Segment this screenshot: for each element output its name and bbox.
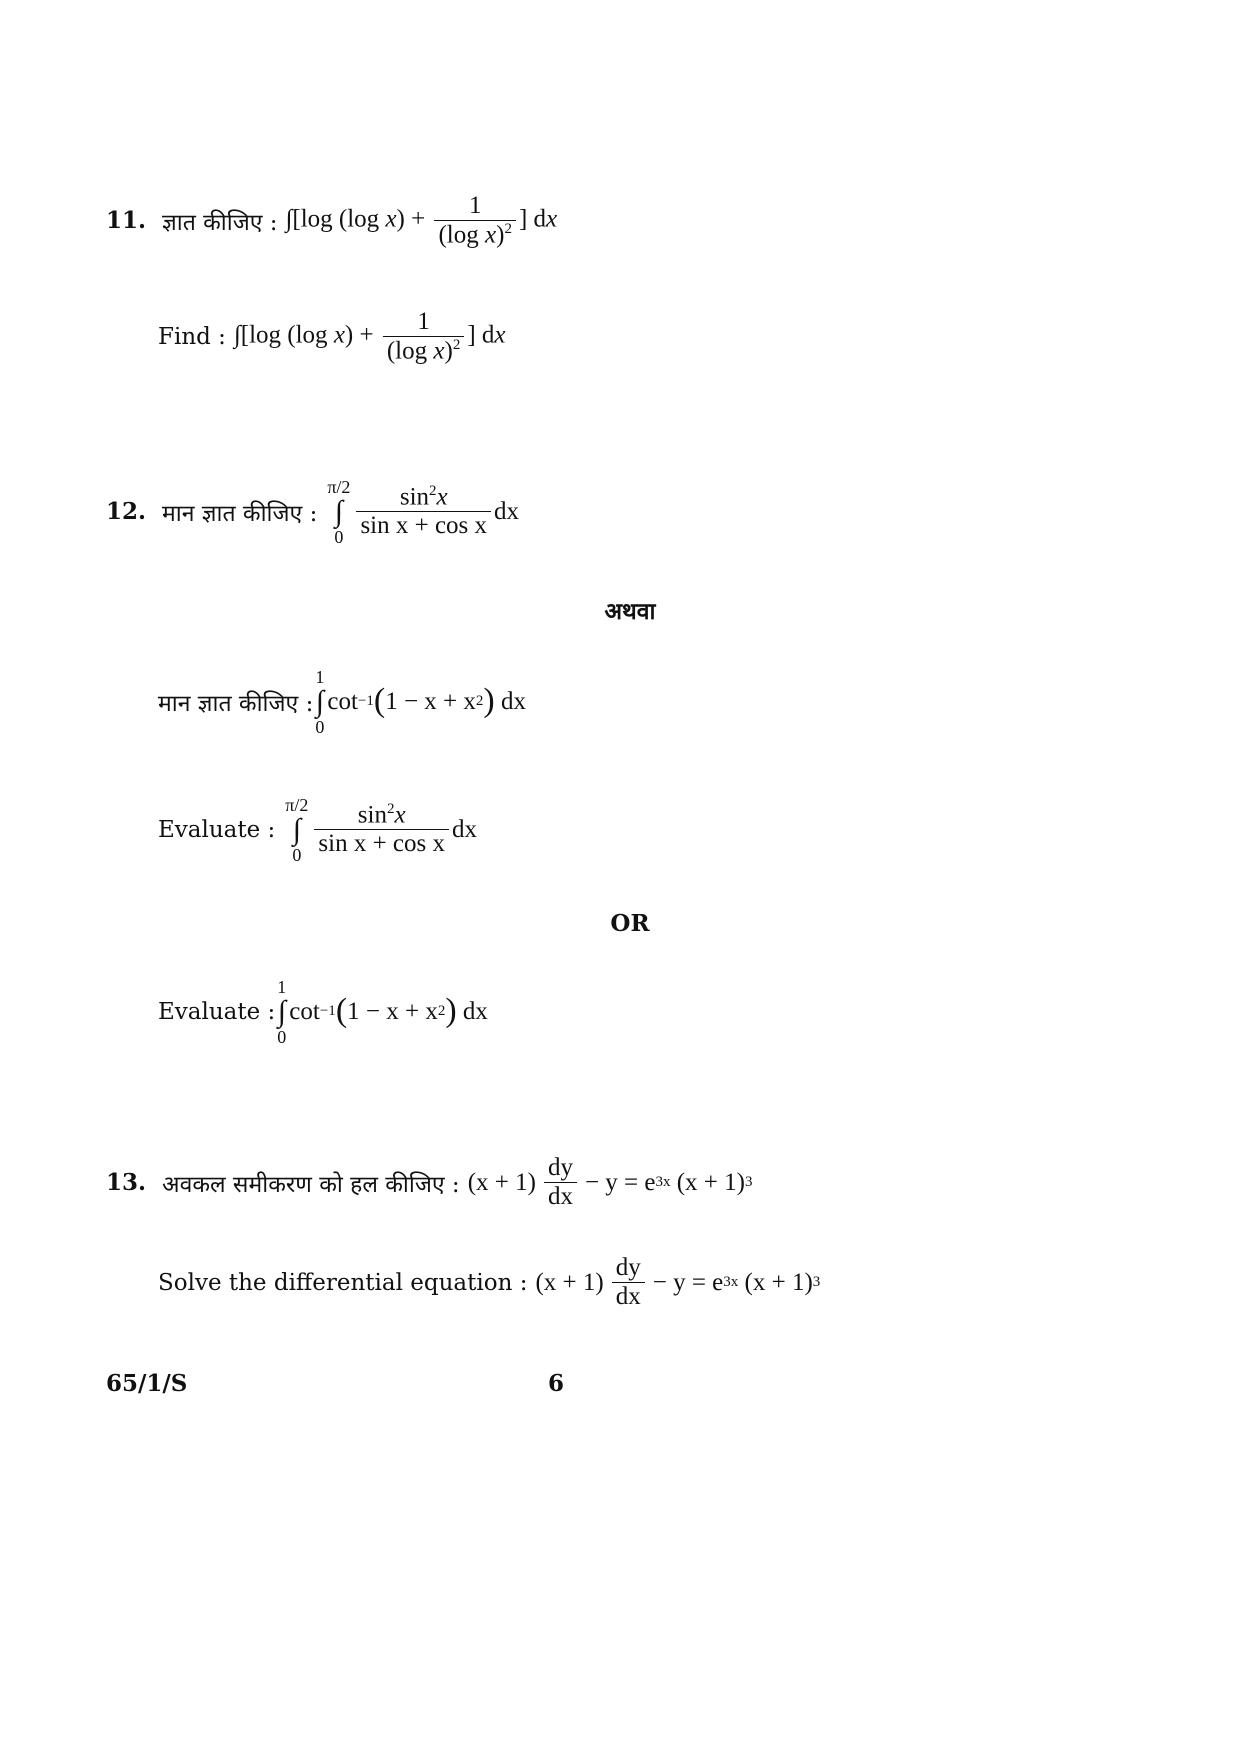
definite-integral: π/2 ∫ 0 $\frac{\sin^2x}{\text{sin x + cos x}}$ dx (285, 795, 477, 865)
q11-english-line (158, 308, 506, 366)
page-number: 6 (548, 1370, 565, 1397)
definite-integral: 1 ∫ 0 cot −1 ( 1 − x + x 2 ) dx (315, 667, 526, 737)
fraction: $\frac{1}{(\log x)^2}$ (383, 308, 464, 366)
fraction: $\frac{\sin^2x}{\text{sin x + cos x}}$ (356, 483, 491, 541)
question-number: 12. (106, 498, 147, 526)
integral-sign: π/2 ∫ 0 (285, 795, 309, 865)
fraction: $\frac{\sin^2x}{\text{sin x + cos x}}$ (314, 801, 449, 859)
derivative-fraction: $\frac{dy}{dx}$ (612, 1254, 645, 1311)
integral-sign: 1 ∫ 0 (277, 977, 287, 1047)
q12-alt-english-line (158, 978, 488, 1046)
question-number: 13. (106, 1169, 147, 1197)
hindi-prompt: मान ज्ञात कीजिए : (158, 690, 314, 717)
q13-hindi-line (106, 1154, 752, 1211)
integral-sign: π/2 ∫ 0 (327, 477, 351, 547)
fraction: $\frac{1}{(\log x)^2}$ (434, 192, 515, 250)
hindi-prompt: ज्ञात कीजिए : (162, 209, 278, 236)
english-prompt: Evaluate : (158, 816, 276, 843)
paper-code: 65/1/S (106, 1370, 188, 1397)
question-number: 11. (106, 207, 147, 235)
or-english: OR (610, 910, 650, 937)
q11-hindi-line (106, 192, 557, 250)
english-prompt: Find : (158, 323, 226, 350)
q12-alt-hindi-line (158, 668, 526, 736)
q13-english-line (158, 1254, 820, 1311)
q12-english-line (158, 796, 477, 864)
english-prompt: Solve the differential equation : (158, 1269, 528, 1296)
definite-integral: π/2 ∫ 0 $\frac{\sin^2x}{\text{sin x + cos x}}$ dx (327, 477, 520, 547)
q12-hindi-line (106, 478, 519, 546)
or-hindi: अथवा (604, 598, 656, 625)
hindi-prompt: मान ज्ञात कीजिए : (162, 500, 318, 527)
integral-sign: 1 ∫ 0 (315, 667, 325, 737)
hindi-prompt: अवकल समीकरण को हल कीजिए : (162, 1171, 460, 1198)
english-prompt: Evaluate : (158, 998, 276, 1025)
integral-expression: ∫[log (log x) + $\frac{1}{(\log x)^2}$ ] dx (233, 308, 506, 364)
differential-equation: (x + 1) $\frac{dy}{dx}$ − y = e 3x (x + 1) 3 (467, 1154, 753, 1210)
differential-equation: (x + 1) $\frac{dy}{dx}$ − y = e 3x (x + 1) 3 (535, 1254, 821, 1310)
integral-expression: ∫[log (log x) + $\frac{1}{(\log x)^2}$ ] dx (285, 192, 558, 248)
definite-integral: 1 ∫ 0 cot −1 ( 1 − x + x 2 ) dx (277, 977, 488, 1047)
derivative-fraction: $\frac{dy}{dx}$ (544, 1154, 577, 1211)
